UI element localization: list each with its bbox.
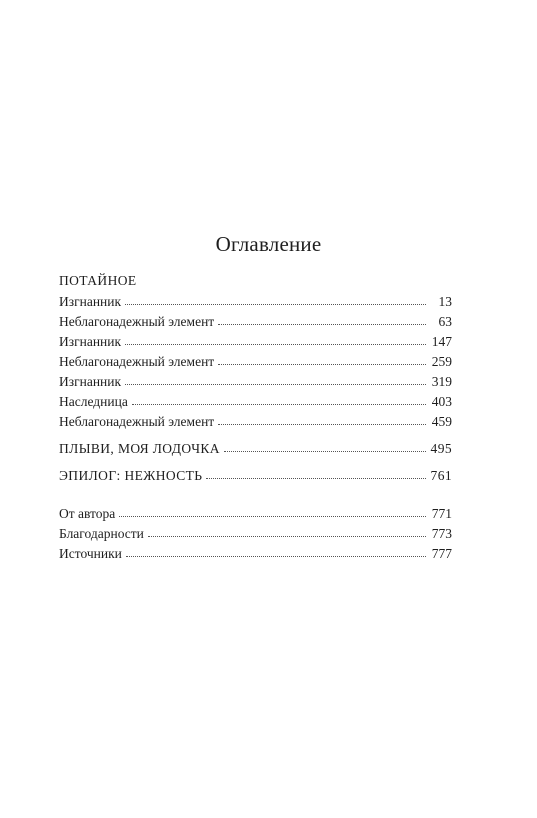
- dot-leader: [148, 526, 426, 538]
- toc-entry-label: Неблагонадежный элемент: [59, 354, 215, 369]
- toc-back-page: 777: [431, 546, 452, 561]
- toc-back-label: От автора: [59, 506, 116, 521]
- toc-entry-label: Изгнанник: [59, 294, 122, 309]
- toc-part-page: 761: [430, 468, 452, 483]
- toc-entry: [59, 332, 452, 352]
- toc-entry: [59, 352, 452, 372]
- toc-back-entry: [59, 504, 452, 524]
- dot-leader: [126, 546, 426, 558]
- dot-leader: [119, 506, 426, 518]
- dot-leader: [218, 354, 426, 366]
- toc-part-label: ЭПИЛОГ: НЕЖНОСТЬ: [59, 468, 203, 483]
- dot-leader: [125, 374, 426, 386]
- toc-entry: [59, 392, 452, 412]
- toc-entry-page: 319: [431, 374, 452, 389]
- toc-title: Оглавление: [215, 232, 322, 256]
- table-of-contents: [59, 272, 452, 564]
- toc-entry: [59, 412, 452, 432]
- toc-entry: [59, 312, 452, 332]
- part-heading: ПОТАЙНОЕ: [59, 273, 137, 288]
- toc-back-label: Благодарности: [59, 526, 144, 541]
- toc-entry-page: 147: [431, 334, 452, 349]
- toc-entry-label: Изгнанник: [59, 374, 122, 389]
- toc-entry-label: Изгнанник: [59, 334, 122, 349]
- toc-entry: [59, 292, 452, 312]
- toc-part-entry: [59, 439, 452, 459]
- toc-part-page: 495: [430, 441, 452, 456]
- toc-entry-page: 459: [431, 414, 452, 429]
- toc-entry-page: 403: [431, 394, 452, 409]
- toc-back-page: 773: [431, 526, 452, 541]
- toc-back-entry: [59, 524, 452, 544]
- toc-entry-page: 13: [438, 294, 452, 309]
- toc-back-entry: [59, 544, 452, 564]
- toc-entry-page: 259: [431, 354, 452, 369]
- dot-leader: [224, 441, 426, 453]
- dot-leader: [125, 294, 426, 306]
- dot-leader: [125, 334, 426, 346]
- dot-leader: [206, 468, 426, 480]
- toc-entry: [59, 372, 452, 392]
- dot-leader: [218, 314, 426, 326]
- toc-entry-page: 63: [438, 314, 452, 329]
- toc-entry-label: Наследница: [59, 394, 128, 409]
- toc-part-label: ПЛЫВИ, МОЯ ЛОДОЧКА: [59, 441, 220, 456]
- toc-back-page: 771: [431, 506, 452, 521]
- dot-leader: [132, 394, 426, 406]
- toc-back-label: Источники: [59, 546, 122, 561]
- toc-entry-label: Неблагонадежный элемент: [59, 414, 215, 429]
- dot-leader: [218, 414, 426, 426]
- toc-part-entry: [59, 466, 452, 486]
- toc-entry-label: Неблагонадежный элемент: [59, 314, 215, 329]
